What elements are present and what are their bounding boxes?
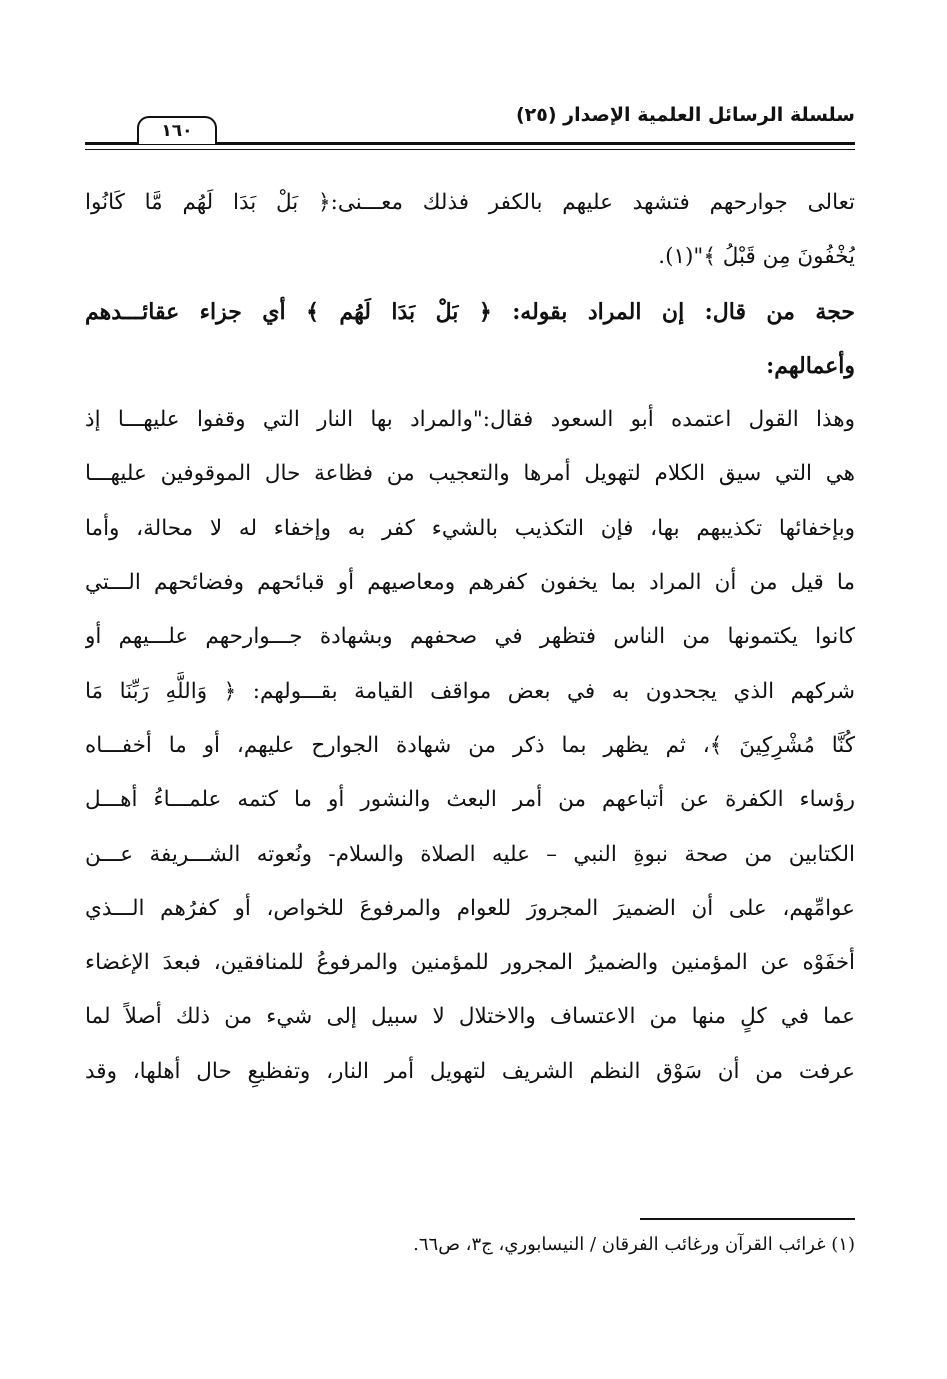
header-rule-thin	[85, 149, 855, 150]
page-header	[85, 100, 855, 152]
text-line: عوامِّهم، على أن الضميرَ المجرورَ للعوام والمرفوعَ للخواص، أو كفرُهم الـــذي	[85, 895, 855, 921]
text-line: وبإخفائها تكذيبهم بها، فإن التكذيب بالشيء كفر به وإخفاء له لا محالة، وأما	[85, 515, 855, 541]
page-number: ١٦٠	[137, 116, 217, 144]
footnote-separator	[640, 1218, 855, 1220]
series-title: سلسلة الرسائل العلمية الإصدار (٢٥)	[515, 104, 855, 126]
section-heading-line: وأعمالهم:	[766, 352, 855, 379]
text-line: عرفت من أن سَوْق النظم الشريف لتهويل أمر النار، وتفظيعِ حال أهلها، وقد	[85, 1058, 855, 1084]
text-line: أخفَوْه عن المؤمنين والضميرُ المجرور للمؤمنين والمرفوعُ للمنافقين، فبعدَ الإغضاء	[85, 950, 855, 976]
text-line: شركهم الذي يجحدون به في بعض مواقف القيامة بقـــولهم: ﴿ وَاللَّهِ رَبِّنَا مَا	[85, 678, 855, 704]
text-line: عما في كلٍ منها من الاعتساف والاختلال لا سبيل إلى شيء من ذلك أصلاً لما	[85, 1004, 855, 1030]
text-line: هي التي سيق الكلام لتهويل أمرها والتعجيب من فظاعة حال الموقوفين عليهـــا	[85, 461, 855, 487]
body-text	[85, 176, 855, 1099]
section-heading-line: حجة من قال: إن المراد بقوله: ﴿ بَلْ بَدَا لَهُم ﴾ أي جزاء عقائـــدهم	[85, 298, 855, 325]
text-line: يُخْفُونَ مِن قَبْلُ ﴾"(١).	[658, 244, 855, 270]
text-line: كانوا يكتمونها من الناس فتظهر في صحفهم وبشهادة جـــوارحهم علـــيهم أو	[85, 624, 855, 650]
text-line: ما قيل من أن المراد بما يخفون كفرهم ومعاصيهم أو قبائحهم وفضائحهم الـــتي	[85, 570, 855, 596]
footnote: (١) غرائب القرآن ورغائب الفرقان / النيسابوري، ج٣، ص٦٦.	[413, 1234, 855, 1255]
text-line: تعالى جوارحهم فتشهد عليهم بالكفر فذلك معـــنى:﴿ بَلْ بَدَا لَهُم مَّا كَانُوا	[85, 190, 855, 215]
text-line: رؤساء الكفرة عن أتباعهم من أمر البعث والنشور أو ما كتمه علمـــاءُ أهـــل	[85, 787, 855, 813]
text-line: وهذا القول اعتمده أبو السعود فقال:"والمراد بها النار التي وقفوا عليهـــا إذ	[85, 407, 855, 433]
text-line: كُنَّا مُشْرِكِينَ ﴾، ثم يظهر بما ذكر من شهادة الجوارح عليهم، أو ما أخفـــاه	[85, 732, 855, 758]
text-line: الكتابين من صحة نبوةِ النبي – عليه الصلاة والسلام- ونُعوته الشـــريفة عـــن	[85, 841, 855, 867]
